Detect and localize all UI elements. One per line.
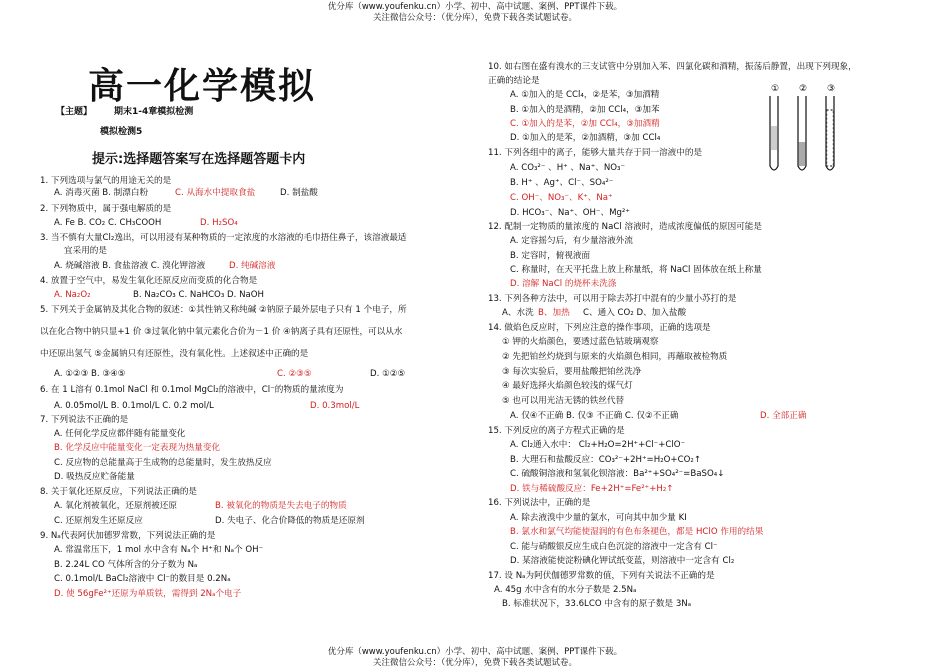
right-line: A. 仅④不正确 B. 仅③ 不正确 C. 仅②不正确 (510, 411, 679, 421)
right-line: C. 硫酸铜溶液和氢氧化钡溶液：Ba²⁺+SO₄²⁻=BaSO₄↓ (510, 469, 725, 479)
right-line: ④ 最好选择火焰颜色较浅的煤气灯 (502, 381, 633, 391)
left-line: B. 被氧化的物质是失去电子的物质 (215, 501, 347, 511)
right-line: D. 铁与稀硫酸反应：Fe+2H⁺=Fe²⁺+H₂↑ (510, 484, 674, 494)
right-line: B. ①加入的是酒精，②加 CCl₄，③加苯 (510, 105, 660, 115)
right-line: A. Cl₂通入水中： Cl₂+H₂O=2H⁺+Cl⁻+ClO⁻ (510, 440, 686, 450)
left-line: 5. 下列关于金属钠及其化合物的叙述：①其性钠又称纯碱 ②钠原子最外层电子只有 1 个电子，所 (40, 305, 407, 315)
left-line: C. ②③⑤ (277, 369, 312, 379)
left-line: 3. 当不慎有大量Cl₂逸出，可以用浸有某种物质的一定浓度的水溶液的毛巾捂住鼻子，该溶液最适 (40, 233, 407, 243)
right-line: D. ①加入的是苯，②加酒精，③加 CCl₄ (510, 133, 661, 143)
left-line: D. 制盐酸 (280, 188, 318, 198)
right-line: C、通入 CO₂ D、加入盐酸 (583, 308, 687, 318)
left-line: A. 氧化剂被氧化，还原剂被还原 (54, 501, 177, 511)
left-line: A. 任何化学反应都伴随有能量变化 (54, 429, 186, 439)
subtitle: 模拟检测5 (100, 127, 143, 137)
right-line: D. 溶解 NaCl 的烧杯未洗涤 (510, 279, 617, 289)
left-line: C. 从海水中提取食盐 (175, 188, 256, 198)
right-line: 13. 下列各种方法中，可以用于除去苏打中混有的少量小苏打的是 (488, 294, 737, 304)
right-line: 10. 如右图在盛有溴水的三支试管中分别加入苯、四氯化碳和酒精，振荡后静置，出现下列现象， (488, 62, 857, 72)
right-line: ③ 每次实验后，要用盐酸把铂丝洗净 (502, 367, 642, 377)
footer-line-2: 关注微信公众号：（优分库），免费下载各类试题试卷。 (372, 658, 577, 668)
left-line: C. 还原剂发生还原反应 (54, 516, 143, 526)
tube-label-3: ③ (827, 84, 836, 94)
right-line: 11. 下列各组中的离子，能够大量共存于同一溶液中的是 (488, 148, 703, 158)
left-line: C. 0.1mol/L BaCl₂溶液中 Cl⁻的数目是 0.2Nₐ (54, 574, 231, 584)
right-line: A. 定容摇匀后，有少量溶液外流 (510, 236, 633, 246)
left-line: A. ①②③ B. ③④⑤ (54, 369, 126, 379)
header-line-2: 关注微信公众号：（优分库），免费下载各类试题试卷。 (372, 13, 577, 23)
left-line: D. 吸热反应贮备能量 (54, 472, 135, 482)
left-line: 1. 下列选项与氯气的用途无关的是 (40, 176, 172, 186)
left-line: A. Fe B. CO₂ C. CH₃COOH (54, 218, 162, 228)
right-line: A、水洗 (502, 308, 534, 318)
right-line: B. 标准状况下，33.6LCO 中含有的原子数是 3Nₐ (502, 599, 692, 609)
right-line: 15. 下列反应的离子方程式正确的是 (488, 426, 625, 436)
header-line-1: 优分库（www.youfenku.cn）小学、初中、高中试题、案例、PPT课件下载。 (327, 2, 623, 12)
right-line: 14. 做焰色反应时，下列应注意的操作事项，正确的选项是 (488, 323, 711, 333)
left-line: B. Na₂CO₃ C. NaHCO₃ D. NaOH (133, 290, 265, 300)
right-line: ⑤ 也可以用光洁无锈的铁丝代替 (502, 396, 625, 406)
left-line: 宜采用的是 (64, 246, 107, 256)
right-line: B、加热 (538, 308, 570, 318)
right-line: 17. 设 Nₐ为阿伏伽德罗常数的值，下列有关说法不正确的是 (488, 571, 715, 581)
left-line: 2. 下列物质中，属于强电解质的是 (40, 204, 172, 214)
left-line: C. 反应物的总能量高于生成物的总能量时，发生放热反应 (54, 458, 272, 468)
right-line: C. 能与硝酸银反应生成白色沉淀的溶液中一定含有 Cl⁻ (510, 542, 718, 552)
right-line: D. 某溶液能使淀粉碘化钾试纸变蓝，则溶液中一定含有 Cl₂ (510, 556, 735, 566)
right-line: ② 先把铂丝灼烧到与原来的火焰颜色相同，再蘸取被检物质 (502, 352, 728, 362)
left-line: D. H₂SO₄ (200, 218, 238, 228)
right-line: C. 称量时，在天平托盘上放上称量纸，将 NaCl 固体放在纸上称量 (510, 265, 762, 275)
tube-2 (798, 96, 806, 170)
test-tubes-figure (762, 80, 844, 180)
left-line: 9. Nₐ代表阿伏加德罗常数，下列说法正确的是 (40, 531, 216, 541)
right-line: 正确的结论是 (488, 76, 540, 86)
right-line: ① 钾的火焰颜色，要透过蓝色钴玻璃观察 (502, 337, 659, 347)
left-line: B. 2.24L CO 气体所含的分子数为 Nₐ (54, 560, 198, 570)
left-line: 以在化合物中钠只显+1 价 ③过氧化钠中氧元素化合价为－1 价 ④钠离子具有还原性，可以从水 (40, 327, 403, 337)
right-line: B. 大理石和盐酸反应：CO₃²⁻+2H⁺=H₂O+CO₂↑ (510, 455, 702, 465)
page-header (0, 2, 950, 24)
left-line: D. 使 56gFe²⁺还原为单质铁，需得到 2Nₐ个电子 (54, 589, 242, 599)
left-line: D. ①②⑤ (370, 369, 406, 379)
right-line: A. CO₃²⁻ 、H⁺ 、Na⁺、NO₃⁻ (510, 163, 626, 173)
tube-label-1: ① (771, 84, 780, 94)
topic-value: 期末1-4章模拟检测 (114, 107, 194, 117)
footer-line-1: 优分库（www.youfenku.cn）小学、初中、高中试题、案例、PPT课件下载。 (327, 647, 623, 657)
left-line: D. 0.3mol/L (310, 401, 360, 411)
right-line: B. 定容时，俯视液面 (510, 251, 591, 261)
right-line: D. HCO₃⁻、Na⁺、OH⁻、Mg²⁺ (510, 208, 630, 218)
left-line: A. 0.05mol/L B. 0.1mol/L C. 0.2 mol/L (54, 401, 214, 411)
right-line: C. ①加入的是苯，②加 CCl₄，③加酒精 (510, 119, 660, 129)
left-line: 4. 放置于空气中，易发生氧化还原反应而变质的化合物是 (40, 276, 258, 286)
tube-3 (826, 96, 834, 170)
right-line: C. OH⁻、NO₃⁻、K⁺、Na⁺ (510, 193, 613, 203)
tube-label-2: ② (799, 84, 808, 94)
left-line: 中还原出氢气 ⑤金属钠只有还原性，没有氧化性。上述叙述中正确的是 (40, 349, 309, 359)
left-line: A. 消毒灭菌 B. 制漂白粉 (54, 188, 149, 198)
left-line: 6. 在 1 L溶有 0.1mol NaCl 和 0.1mol MgCl₂的溶液中，Cl⁻的物质的量浓度为 (40, 385, 344, 395)
left-line: D. 纯碱溶液 (229, 261, 276, 271)
tube-1 (770, 96, 778, 170)
right-line: A. 除去液溴中少量的氯水，可向其中加少量 KI (510, 513, 687, 523)
right-line: A. 45g 水中含有的水分子数是 2.5Nₐ (494, 585, 637, 595)
left-line: A. Na₂O₂ (54, 290, 91, 300)
right-line: 16. 下列说法中，正确的是 (488, 498, 591, 508)
right-line: B. 氯水和氯气均能使湿润的有色布条褪色，都是 HClO 作用的结果 (510, 527, 764, 537)
right-line: B. H⁺ 、Ag⁺、Cl⁻、SO₄²⁻ (510, 178, 614, 188)
topic-label: 【主题】 (56, 107, 93, 117)
left-line: B. 化学反应中能量变化一定表现为热量变化 (54, 443, 221, 453)
left-line: A. 常温常压下，1 mol 水中含有 Nₐ个 H⁺和 Nₐ个 OH⁻ (54, 545, 264, 555)
left-line: A. 烧碱溶液 B. 食盐溶液 C. 溴化钾溶液 (54, 261, 206, 271)
right-line: D. 全部正确 (760, 411, 807, 421)
page-footer (0, 647, 950, 669)
left-line: 7. 下列说法不正确的是 (40, 415, 129, 425)
answer-tip: 提示:选择题答案写在选择题答题卡内 (92, 152, 306, 167)
right-line: A. ①加入的是 CCl₄，②是苯，③加酒精 (510, 90, 660, 100)
page-title: 高一化学模拟 (88, 65, 317, 107)
left-line: 8. 关于氧化还原反应，下列说法正确的是 (40, 487, 198, 497)
left-line: D. 失电子、化合价降低的物质是还原剂 (215, 516, 365, 526)
right-line: 12. 配制一定物质的量浓度的 NaCl 溶液时，造成浓度偏低的原因可能是 (488, 222, 762, 232)
